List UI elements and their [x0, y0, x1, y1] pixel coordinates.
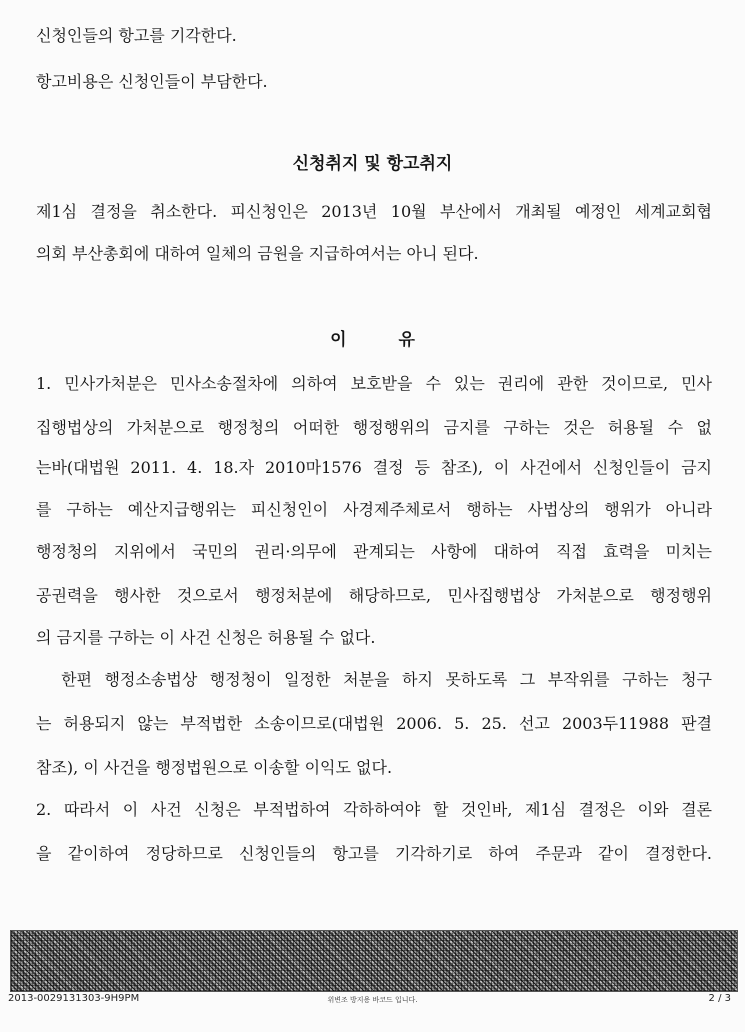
reason-line: 2. 따라서 이 사건 신청은 부적법하여 각하하여야 할 것인바, 제1심 결정은 이와 결론 [36, 800, 712, 819]
reason-line: 는바(대법원 2011. 4. 18.자 2010마1576 결정 등 참조), 이 사건에서 신청인들이 금지 [36, 458, 712, 477]
reasons-heading: 이유 [330, 330, 467, 350]
order-line-2: 항고비용은 신청인들이 부담한다. [36, 72, 268, 91]
reason-line: 을 같이하여 정당하므로 신청인들의 항고를 기각하기로 하여 주문과 같이 결정한다. [36, 844, 712, 863]
reason-line: 집행법상의 가처분으로 행정청의 어떠한 행정행위의 금지를 구하는 것은 허용될 수 없 [36, 418, 712, 437]
reason-line: 를 구하는 예산지급행위는 피신청인이 사경제주체로서 행하는 사법상의 행위가 아니라 [36, 500, 712, 519]
reason-line: 의 금지를 구하는 이 사건 신청은 허용될 수 없다. [36, 628, 376, 647]
purpose-heading: 신청취지 및 항고취지 [292, 154, 453, 174]
order-line-1: 신청인들의 항고를 기각한다. [36, 26, 237, 45]
barcode-note: 위변조 방지용 바코드 입니다. [327, 996, 418, 1004]
reason-line: 공권력을 행사한 것으로서 행정처분에 해당하므로, 민사집행법상 가처분으로 행정행위 [36, 586, 712, 605]
reason-line: 1. 민사가처분은 민사소송절차에 의하여 보호받을 수 있는 권리에 관한 것이므로, 민사 [36, 374, 712, 393]
page-number: 2 / 3 [708, 993, 731, 1004]
reason-line: 참조), 이 사건을 행정법원으로 이송할 이익도 없다. [36, 758, 393, 777]
purpose-line: 제1심 결정을 취소한다. 피신청인은 2013년 10월 부산에서 개최될 예정인 세계교회협 [36, 202, 712, 221]
document-id: 2013-0029131303-9H9PM [8, 993, 140, 1004]
reason-line: 는 허용되지 않는 부적법한 소송이므로(대법원 2006. 5. 25. 선고 2003두11988 판결 [36, 714, 712, 733]
purpose-line: 의회 부산총회에 대하여 일체의 금원을 지급하여서는 아니 된다. [36, 244, 479, 263]
reason-line: 행정청의 지위에서 국민의 권리·의무에 관계되는 사항에 대하여 직접 효력을 미치는 [36, 542, 712, 561]
reason-line: 한편 행정소송법상 행정청이 일정한 처분을 하지 못하도록 그 부작위를 구하는 청구 [36, 670, 712, 689]
anti-forgery-barcode [10, 930, 738, 992]
